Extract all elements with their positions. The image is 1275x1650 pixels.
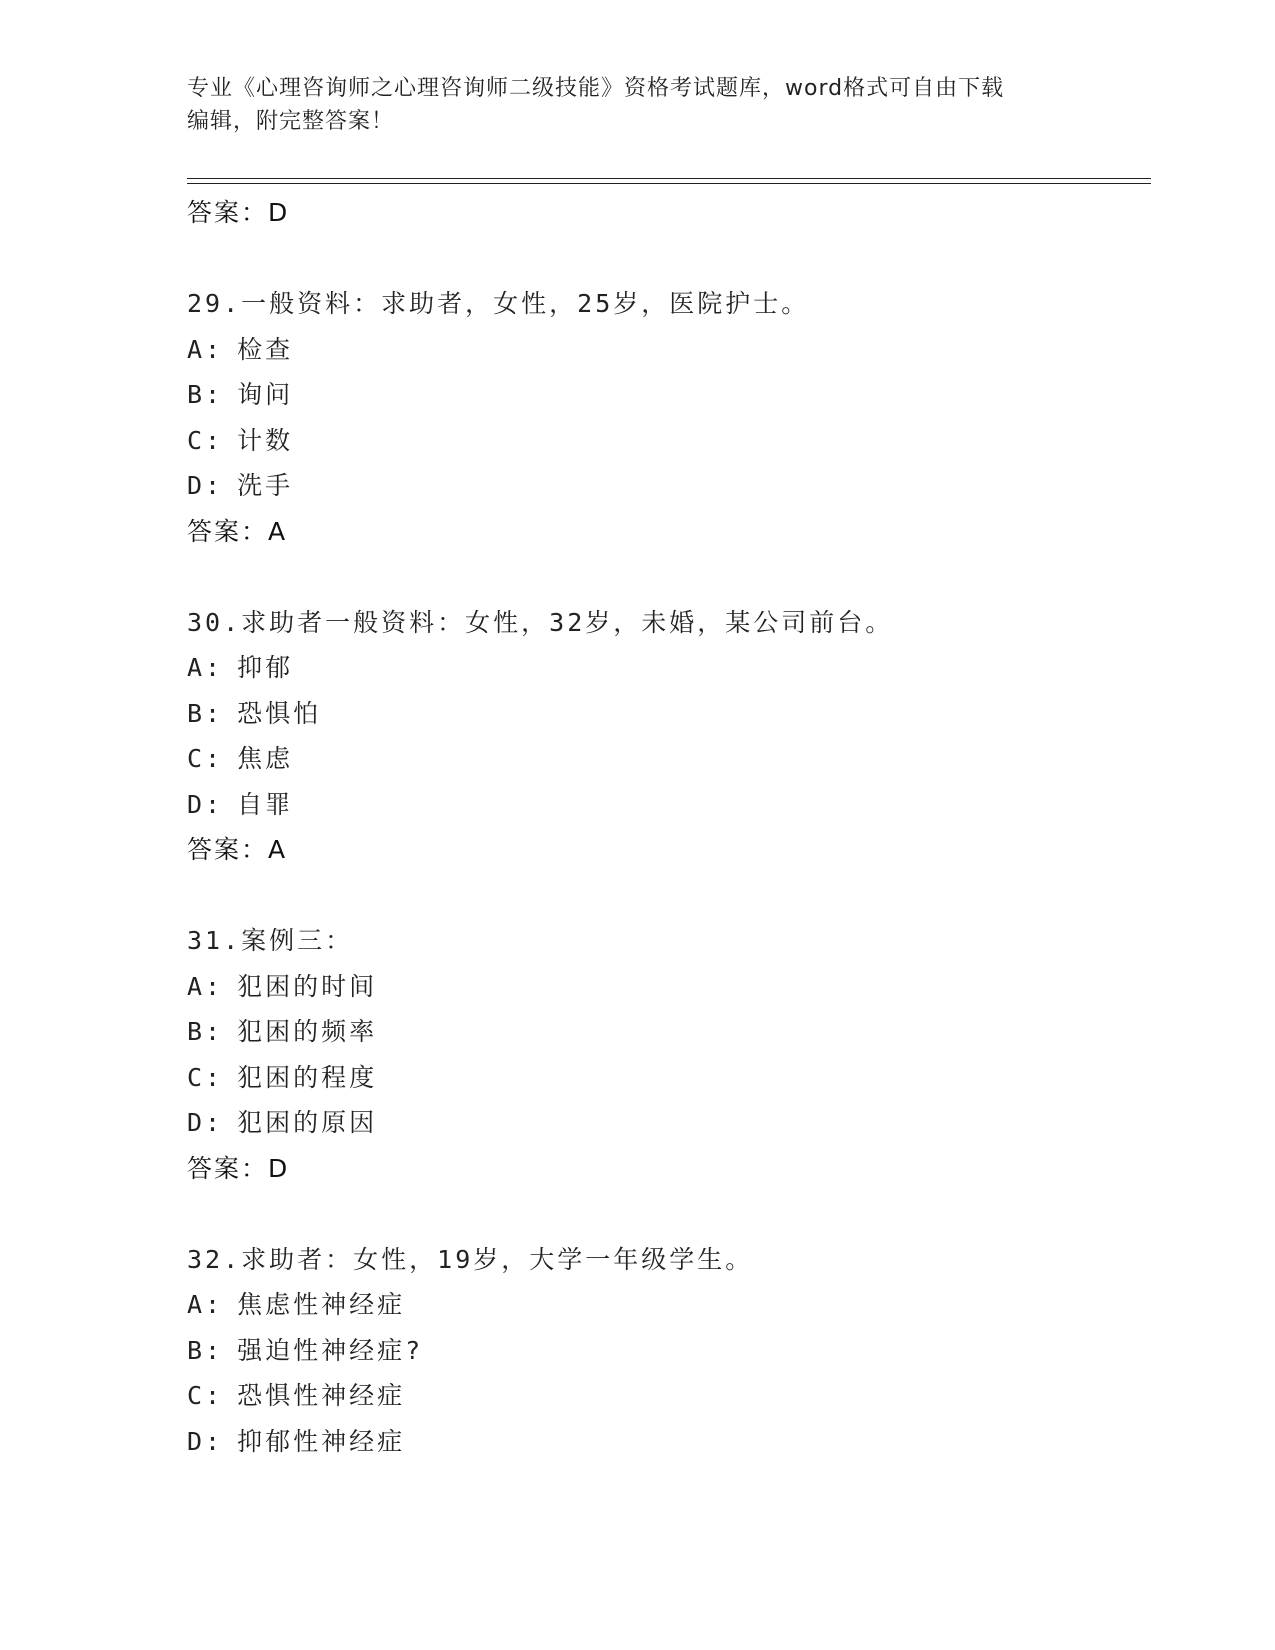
- option-a: A: 犯困的时间: [187, 971, 378, 1001]
- option-c: C: 计数: [187, 425, 294, 455]
- question-stem: 30.求助者一般资料：女性，32岁，未婚，某公司前台。: [187, 607, 894, 637]
- answer-line: 答案：A: [187, 835, 288, 864]
- header-divider-bottom: [187, 183, 1151, 184]
- answer-line: 答案：D: [187, 1153, 290, 1183]
- option-b: B: 询问: [187, 380, 294, 409]
- header-line-1: 专业《心理咨询师之心理咨询师二级技能》资格考试题库，word格式可自由下载: [187, 76, 1005, 101]
- option-d: D: 犯困的原因: [187, 1108, 378, 1137]
- option-c: C: 焦虑: [187, 744, 294, 773]
- question-32: [187, 1237, 1127, 1465]
- option-c: C: 犯困的程度: [187, 1062, 378, 1092]
- option-c: C: 恐惧性神经症: [187, 1381, 406, 1410]
- option-b: B: 恐惧怕: [187, 698, 322, 728]
- option-a: A: 焦虑性神经症: [187, 1290, 406, 1319]
- document-header: [187, 72, 1087, 138]
- option-d: D: 洗手: [187, 471, 294, 500]
- header-divider-top: [187, 178, 1151, 179]
- question-30: [187, 600, 1127, 873]
- option-a: A: 检查: [187, 334, 294, 364]
- answer-line: 答案：D: [187, 198, 290, 227]
- question-31: [187, 918, 1127, 1191]
- header-line-2: 编辑，附完整答案！: [187, 109, 395, 134]
- question-29: [187, 281, 1127, 554]
- question-stem: 29.一般资料：求助者，女性，25岁，医院护士。: [187, 289, 810, 318]
- option-b: B: 强迫性神经症?: [187, 1335, 424, 1365]
- option-a: A: 抑郁: [187, 653, 294, 682]
- option-b: B: 犯困的频率: [187, 1017, 378, 1046]
- option-d: D: 自罪: [187, 789, 294, 819]
- question-stem: 31.案例三：: [187, 926, 354, 955]
- question-stem: 32.求助者：女性，19岁，大学一年级学生。: [187, 1244, 754, 1274]
- option-d: D: 抑郁性神经症: [187, 1426, 406, 1456]
- answer-line: 答案：A: [187, 516, 288, 546]
- question-list: [187, 190, 1127, 1464]
